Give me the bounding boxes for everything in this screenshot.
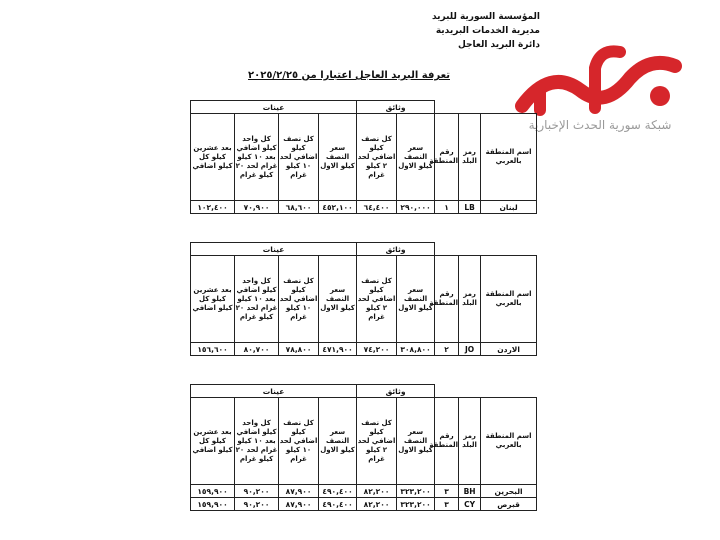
col-country-code: رمز البلد	[459, 114, 481, 201]
col-samples-extra-kg: كل واحد كيلو اضافي بعد ١٠ كيلو غرام لحد ٢٠ كيلو غرام	[235, 256, 279, 343]
cell-code: BH	[459, 485, 481, 498]
cell-samples-extra-kg: ٧٠,٩٠٠	[235, 201, 279, 214]
cell-samples-extra-half: ٦٨,٦٠٠	[279, 201, 319, 214]
cell-docs-extra-half: ٦٤,٤٠٠	[357, 201, 397, 214]
cell-samples-after-20: ١٠٢,٤٠٠	[191, 201, 235, 214]
col-docs-extra-half: كل نصف كيلو اضافي لحد ٢ كيلو غرام	[357, 256, 397, 343]
group-docs: وثائق	[357, 101, 435, 114]
cell-zone: ٢	[435, 343, 459, 356]
cell-samples-extra-half: ٨٧,٩٠٠	[279, 485, 319, 498]
col-country-code: رمز البلد	[459, 256, 481, 343]
blank-header-cell	[435, 243, 537, 256]
blank-header-cell	[435, 385, 537, 398]
cell-samples-after-20: ١٥٦,٦٠٠	[191, 343, 235, 356]
cell-zone: ١	[435, 201, 459, 214]
col-samples-extra-half: كل نصف كيلو اضافي لحد ١٠ كيلو غرام	[279, 256, 319, 343]
col-samples-extra-half: كل نصف كيلو اضافي لحد ١٠ كيلو غرام	[279, 114, 319, 201]
cell-samples-extra-kg: ٩٠,٢٠٠	[235, 485, 279, 498]
col-region-ar: اسم المنطقة بالعربي	[481, 256, 537, 343]
cell-docs-extra-half: ٧٤,٢٠٠	[357, 343, 397, 356]
cell-zone: ٣	[435, 485, 459, 498]
col-samples-after-20: بعد عشرين كيلو كل كيلو اضافي	[191, 256, 235, 343]
col-samples-after-20: بعد عشرين كيلو كل كيلو اضافي	[191, 114, 235, 201]
group-docs: وثائق	[357, 243, 435, 256]
group-docs: وثائق	[357, 385, 435, 398]
col-docs-first-half: سعر النصف كيلو الاول	[397, 114, 435, 201]
table-row	[191, 343, 537, 356]
col-region-ar: اسم المنطقة بالعربي	[481, 114, 537, 201]
cell-samples-extra-kg: ٩٠,٢٠٠	[235, 498, 279, 511]
cell-region: الاردن	[481, 343, 537, 356]
group-samples: عينات	[191, 385, 357, 398]
col-samples-extra-kg: كل واحد كيلو اضافي بعد ١٠ كيلو غرام لحد ٢٠ كيلو غرام	[235, 114, 279, 201]
table-row	[191, 498, 537, 511]
cell-code: LB	[459, 201, 481, 214]
col-samples-first-half: سعر النصف كيلو الاول	[319, 256, 357, 343]
cell-docs-first-half: ٣٢٣,٢٠٠	[397, 485, 435, 498]
group-samples: عينات	[191, 101, 357, 114]
col-docs-extra-half: كل نصف كيلو اضافي لحد ٢ كيلو غرام	[357, 398, 397, 485]
cell-region: البحرين	[481, 485, 537, 498]
cell-samples-extra-kg: ٨٠,٧٠٠	[235, 343, 279, 356]
col-country-code: رمز البلد	[459, 398, 481, 485]
cell-docs-first-half: ٣٢٣,٢٠٠	[397, 498, 435, 511]
col-samples-first-half: سعر النصف كيلو الاول	[319, 114, 357, 201]
group-samples: عينات	[191, 243, 357, 256]
col-docs-extra-half: كل نصف كيلو اضافي لحد ٢ كيلو غرام	[357, 114, 397, 201]
cell-samples-after-20: ١٥٩,٩٠٠	[191, 498, 235, 511]
cell-samples-first-half: ٤٩٠,٤٠٠	[319, 498, 357, 511]
cell-samples-first-half: ٤٥٢,١٠٠	[319, 201, 357, 214]
tariff-table-zone-3	[190, 384, 537, 511]
issuer-line-2: مديرية الخدمات البريدية	[435, 26, 540, 36]
cell-samples-first-half: ٤٩٠,٤٠٠	[319, 485, 357, 498]
col-samples-first-half: سعر النصف كيلو الاول	[319, 398, 357, 485]
col-samples-after-20: بعد عشرين كيلو كل كيلو اضافي	[191, 398, 235, 485]
cell-region: لبنان	[481, 201, 537, 214]
document-title: تعرفة البريد العاجل اعتبارا من ٢٠٢٥/٢/٢٥	[248, 70, 450, 81]
tariff-table-zone-1	[190, 100, 537, 214]
col-region-no: رقم المنطقة	[435, 114, 459, 201]
tariff-table-zone-2	[190, 242, 537, 356]
cell-code: CY	[459, 498, 481, 511]
col-docs-first-half: سعر النصف كيلو الاول	[397, 398, 435, 485]
cell-docs-extra-half: ٨٢,٢٠٠	[357, 498, 397, 511]
issuer-line-1: المؤسسة السورية للبريد	[431, 12, 540, 22]
blank-header-cell	[435, 101, 537, 114]
cell-docs-first-half: ٣٠٨,٨٠٠	[397, 343, 435, 356]
table-row	[191, 485, 537, 498]
table-row	[191, 201, 537, 214]
cell-docs-extra-half: ٨٢,٢٠٠	[357, 485, 397, 498]
col-docs-first-half: سعر النصف كيلو الاول	[397, 256, 435, 343]
cell-docs-first-half: ٢٩٠,٠٠٠	[397, 201, 435, 214]
issuer-line-3: دائرة البريد العاجل	[457, 40, 540, 50]
cell-region: قبرص	[481, 498, 537, 511]
col-samples-extra-half: كل نصف كيلو اضافي لحد ١٠ كيلو غرام	[279, 398, 319, 485]
cell-samples-extra-half: ٨٧,٩٠٠	[279, 498, 319, 511]
col-region-no: رقم المنطقة	[435, 256, 459, 343]
cell-code: JO	[459, 343, 481, 356]
cell-samples-extra-half: ٧٨,٨٠٠	[279, 343, 319, 356]
watermark-subtitle: شبكة سورية الحدث الإخبارية	[528, 118, 672, 132]
col-region-no: رقم المنطقة	[435, 398, 459, 485]
cell-zone: ٣	[435, 498, 459, 511]
col-samples-extra-kg: كل واحد كيلو اضافي بعد ١٠ كيلو غرام لحد ٢٠ كيلو غرام	[235, 398, 279, 485]
cell-samples-first-half: ٤٧١,٩٠٠	[319, 343, 357, 356]
col-region-ar: اسم المنطقة بالعربي	[481, 398, 537, 485]
cell-samples-after-20: ١٥٩,٩٠٠	[191, 485, 235, 498]
